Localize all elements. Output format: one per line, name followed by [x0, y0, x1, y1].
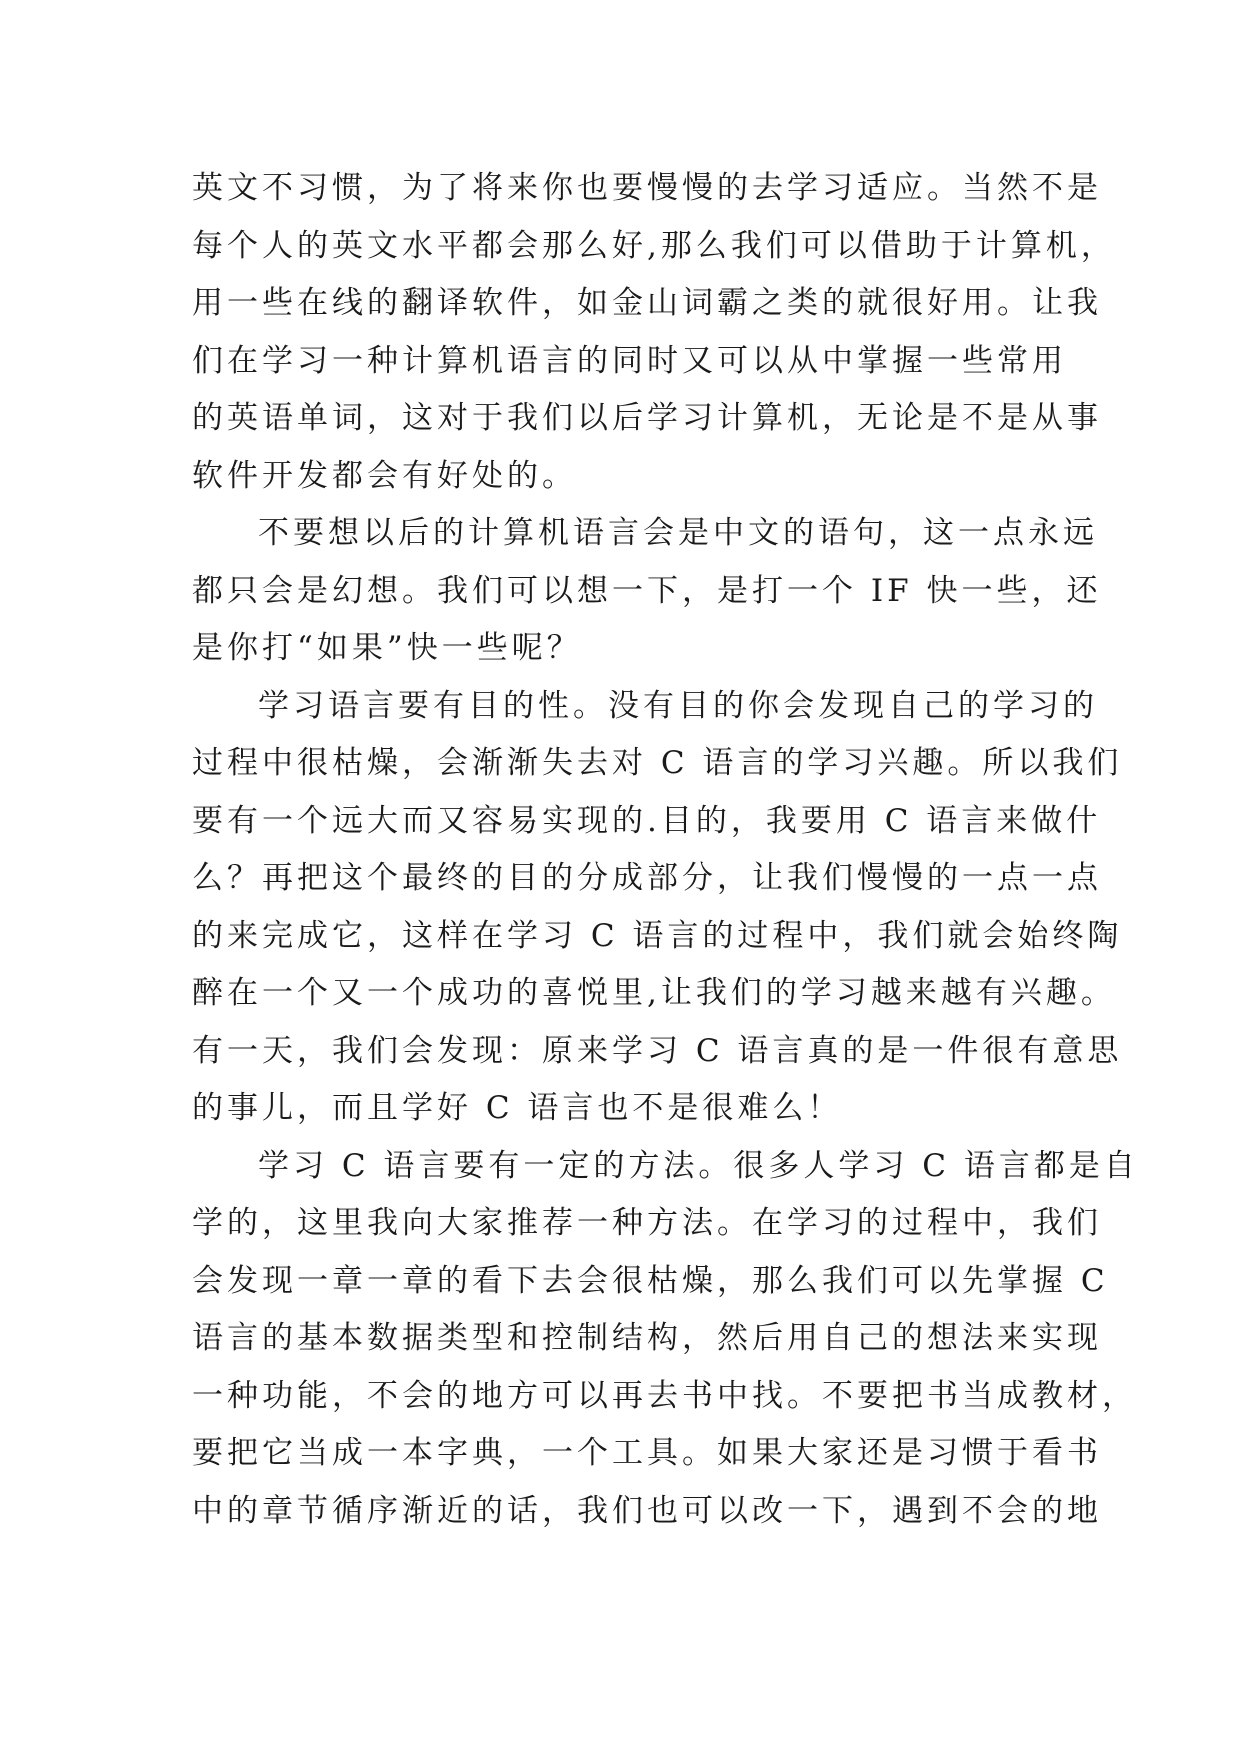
text-line: 用一些在线的翻译软件，如金山词霸之类的就很好用。让我: [192, 285, 1102, 321]
text-line: 有一天，我们会发现：原来学习 C 语言真的是一件很有意思: [192, 1032, 1123, 1069]
text-line: 是你打“如果”快一些呢？: [192, 630, 582, 666]
text-line: 不要想以后的计算机语言会是中文的语句，这一点永远: [258, 515, 1098, 551]
text-line: 每个人的英文水平都会那么好,那么我们可以借助于计算机，: [192, 227, 1116, 264]
text-line: 们在学习一种计算机语言的同时又可以从中掌握一些常用: [192, 342, 1067, 379]
text-line: 醉在一个又一个成功的喜悦里,让我们的学习越来越有兴趣。: [192, 975, 1116, 1011]
text-line: 的来完成它，这样在学习 C 语言的过程中，我们就会始终陶: [192, 917, 1123, 954]
text-line: 学习 C 语言要有一定的方法。很多人学习 C 语言都是自: [258, 1147, 1139, 1184]
text-line: 要有一个远大而又容易实现的.目的，我要用 C 语言来做什: [192, 802, 1102, 839]
text-line: 的英语单词，这对于我们以后学习计算机，无论是不是从事: [192, 400, 1102, 436]
text-line: 语言的基本数据类型和控制结构，然后用自己的想法来实现: [192, 1320, 1102, 1356]
text-line: 会发现一章一章的看下去会很枯燥，那么我们可以先掌握 C: [192, 1262, 1109, 1299]
text-line: 英文不习惯，为了将来你也要慢慢的去学习适应。当然不是: [192, 170, 1102, 206]
body-text: [192, 160, 1192, 1540]
text-line: 学习语言要有目的性。没有目的你会发现自己的学习的: [258, 687, 1098, 724]
text-line: 过程中很枯燥，会渐渐失去对 C 语言的学习兴趣。所以我们: [192, 745, 1123, 781]
text-line: 一种功能，不会的地方可以再去书中找。不要把书当成教材，: [192, 1377, 1137, 1414]
text-line: 的事儿，而且学好 C 语言也不是很难么！: [192, 1090, 843, 1126]
text-line: 都只会是幻想。我们可以想一下，是打一个 IF 快一些，还: [192, 572, 1102, 609]
text-line: 要把它当成一本字典，一个工具。如果大家还是习惯于看书: [192, 1435, 1102, 1471]
text-line: 么？再把这个最终的目的分成部分，让我们慢慢的一点一点: [192, 860, 1102, 896]
text-line: 学的，这里我向大家推荐一种方法。在学习的过程中，我们: [192, 1205, 1102, 1241]
text-line: 中的章节循序渐近的话，我们也可以改一下，遇到不会的地: [192, 1492, 1102, 1529]
text-line: 软件开发都会有好处的。: [192, 457, 577, 494]
